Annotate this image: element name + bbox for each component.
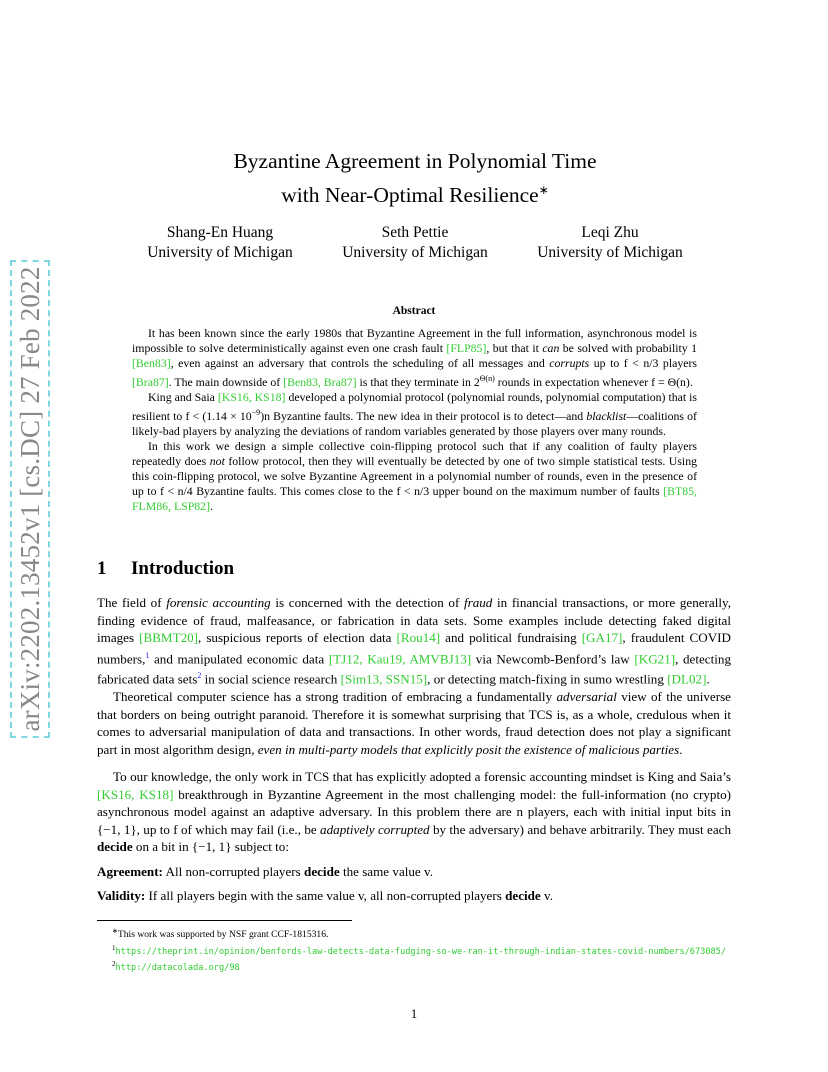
arxiv-identifier[interactable]: arXiv:2202.13452v1 [cs.DC] 27 Feb 2022 <box>10 260 50 738</box>
citation-link[interactable]: [KS16, KS18] <box>217 389 286 404</box>
page-number: 1 <box>410 1006 418 1021</box>
citation-link[interactable]: [Ben83] <box>132 356 171 370</box>
author-3 <box>520 223 700 263</box>
author-name: Shang-En Huang <box>166 224 274 241</box>
author-name: Leqi Zhu <box>581 224 639 241</box>
author-name: Seth Pettie <box>381 224 449 241</box>
footnote-ref[interactable]: 2 <box>197 671 202 681</box>
footnote-1: $^1$https://theprint.in/opinion/benfords-law-detects-data-fudging-so-we-ran-it-through-indian-states-covid-numbers/673085/ <box>112 943 727 957</box>
footnotes <box>112 925 812 975</box>
citation-link[interactable]: [GA17] <box>581 630 623 645</box>
title-footnote-mark[interactable]: ∗ <box>538 183 549 197</box>
citation-link[interactable]: [KG21] <box>634 650 676 666</box>
author-affiliation: University of Michigan <box>537 244 683 261</box>
citation-link[interactable]: [BBMT20] <box>139 630 199 645</box>
author-1 <box>130 223 310 263</box>
citation-link[interactable]: [TJ12, Kau19, AMVBJ13] <box>328 650 472 666</box>
section-number: 1 <box>97 558 107 579</box>
title-line-2: with Near-Optimal Resilience <box>281 183 539 208</box>
author-affiliation: University of Michigan <box>147 244 293 261</box>
citation-link[interactable]: [BT85, FLM86, LSP82] <box>132 483 697 513</box>
citation-link[interactable]: [DL02] <box>667 671 707 687</box>
citation-link[interactable]: [Rou14] <box>396 630 441 645</box>
section-heading <box>97 558 234 580</box>
footnote-2: $^2$http://datacolada.org/98 <box>112 960 240 974</box>
abstract-paragraph-2: King and Saia [KS16, KS18] developed a polynomial protocol (polynomial rounds, polynomial computation) that is resilient to $f < (1.14 \times 10^{-9})n$ Byzantine faults. The new idea in their protocol is to detect—and blacklist—coalitions of likely-bad players by analyzing the deviations of random variables generated by those players over many rounds. <box>132 389 697 438</box>
abstract-paragraph-1: It has been known since the early 1980s that Byzantine Agreement in the full information, asynchronous model is impossible to solve deterministically against even one crash fault [FLP85], but that it can be solved with probability 1 [Ben83], even against an adversary that controls the scheduling of all messages and corrupts up to f < n/3 players [Bra87]. The main downside of [Ben83, Bra87] is that they terminate in $2^{\Theta(n)}$ rounds in expectation whenever f = Θ(n). <box>132 326 697 389</box>
author-2 <box>325 223 505 263</box>
footnote-url[interactable]: http://datacolada.org/98 <box>115 963 240 974</box>
agreement-definition: Agreement: All non-corrupted players decide the same value v. <box>97 863 433 879</box>
intro-paragraph-2: Theoretical computer science has a strong tradition of embracing a fundamentally adversarial view of the universe that borders on being outright paranoid. Therefore it is somewhat surprising that TCS is, as a whole, credulous when it comes to adversarial manipulation of data and transactions. In other words, fraud detection does not play a significant part in most algorithm design, even in multi-party models that explicitly posit the existence of malicious parties. <box>97 689 731 757</box>
validity-definition: Validity: If all players begin with the same value v, all non-corrupted players decide v. <box>97 888 553 904</box>
citation-link[interactable]: [KS16, KS18] <box>97 786 174 802</box>
abstract-heading: Abstract <box>392 305 436 317</box>
citation-link[interactable]: [Sim13, SSN15] <box>340 671 428 687</box>
footnote-ref[interactable]: 1 <box>145 650 150 660</box>
footnote-divider <box>97 920 352 921</box>
introduction-body <box>97 594 731 905</box>
paper-title <box>120 147 710 210</box>
footnote-star: ∗This work was supported by NSF grant CCF-1815316. <box>112 927 329 941</box>
citation-link[interactable]: [Ben83, Bra87] <box>283 374 357 389</box>
citation-link[interactable]: [Bra87] <box>132 374 169 389</box>
abstract-body <box>132 326 697 514</box>
arxiv-sidebar <box>10 260 50 738</box>
section-title: Introduction <box>131 558 235 579</box>
abstract-paragraph-3: In this work we design a simple collective coin-flipping protocol such that if any coalition of faulty players repeatedly does not follow protocol, then they will eventually be detected by one of two simple statistical tests. Using this coin-flipping protocol, we solve Byzantine Agreement in a polynomial number of rounds, even in the presence of up to f < n/4 Byzantine faults. This comes close to the f < n/3 upper bound on the maximum number of faults [BT85, FLM86, LSP82]. <box>132 438 697 513</box>
footnote-url[interactable]: https://theprint.in/opinion/benfords-law-detects-data-fudging-so-we-ran-it-through-indian-states-covid-numbers/673085/ <box>115 946 727 957</box>
citation-link[interactable]: [FLP85] <box>446 341 487 355</box>
intro-paragraph-3: To our knowledge, the only work in TCS that has explicitly adopted a forensic accounting mindset is King and Saia’s [KS16, KS18] breakthrough in Byzantine Agreement in the most challenging model: the full-information (no crypto) asynchronous model against an adaptive adversary. In this problem there are n players, each with initial input bits in {−1, 1}, up to f of which may fail (i.e., be adaptively corrupted by the adversary) and behave arbitrarily. They must each decide on a bit in {−1, 1} subject to: <box>97 769 732 855</box>
title-line-1: Byzantine Agreement in Polynomial Time <box>233 149 597 173</box>
intro-paragraph-1: The field of forensic accounting is concerned with the detection of fraud in financial transactions, or more generally, finding evidence of fraud, malfeasance, or fabrication in data sets. Some examples include detecting faked digital images [BBMT20], suspicious reports of election data [Rou14] and political fundraising [GA17], fraudulent COVID numbers,$^1$ and manipulated economic data [TJ12, Kau19, AMVBJ13] via Newcomb-Benford’s law [KG21], detecting fabricated data sets$^2$ in social science research [Sim13, SSN15], or detecting match-fixing in sumo wrestling [DL02]. <box>97 595 731 687</box>
author-affiliation: University of Michigan <box>342 244 488 261</box>
